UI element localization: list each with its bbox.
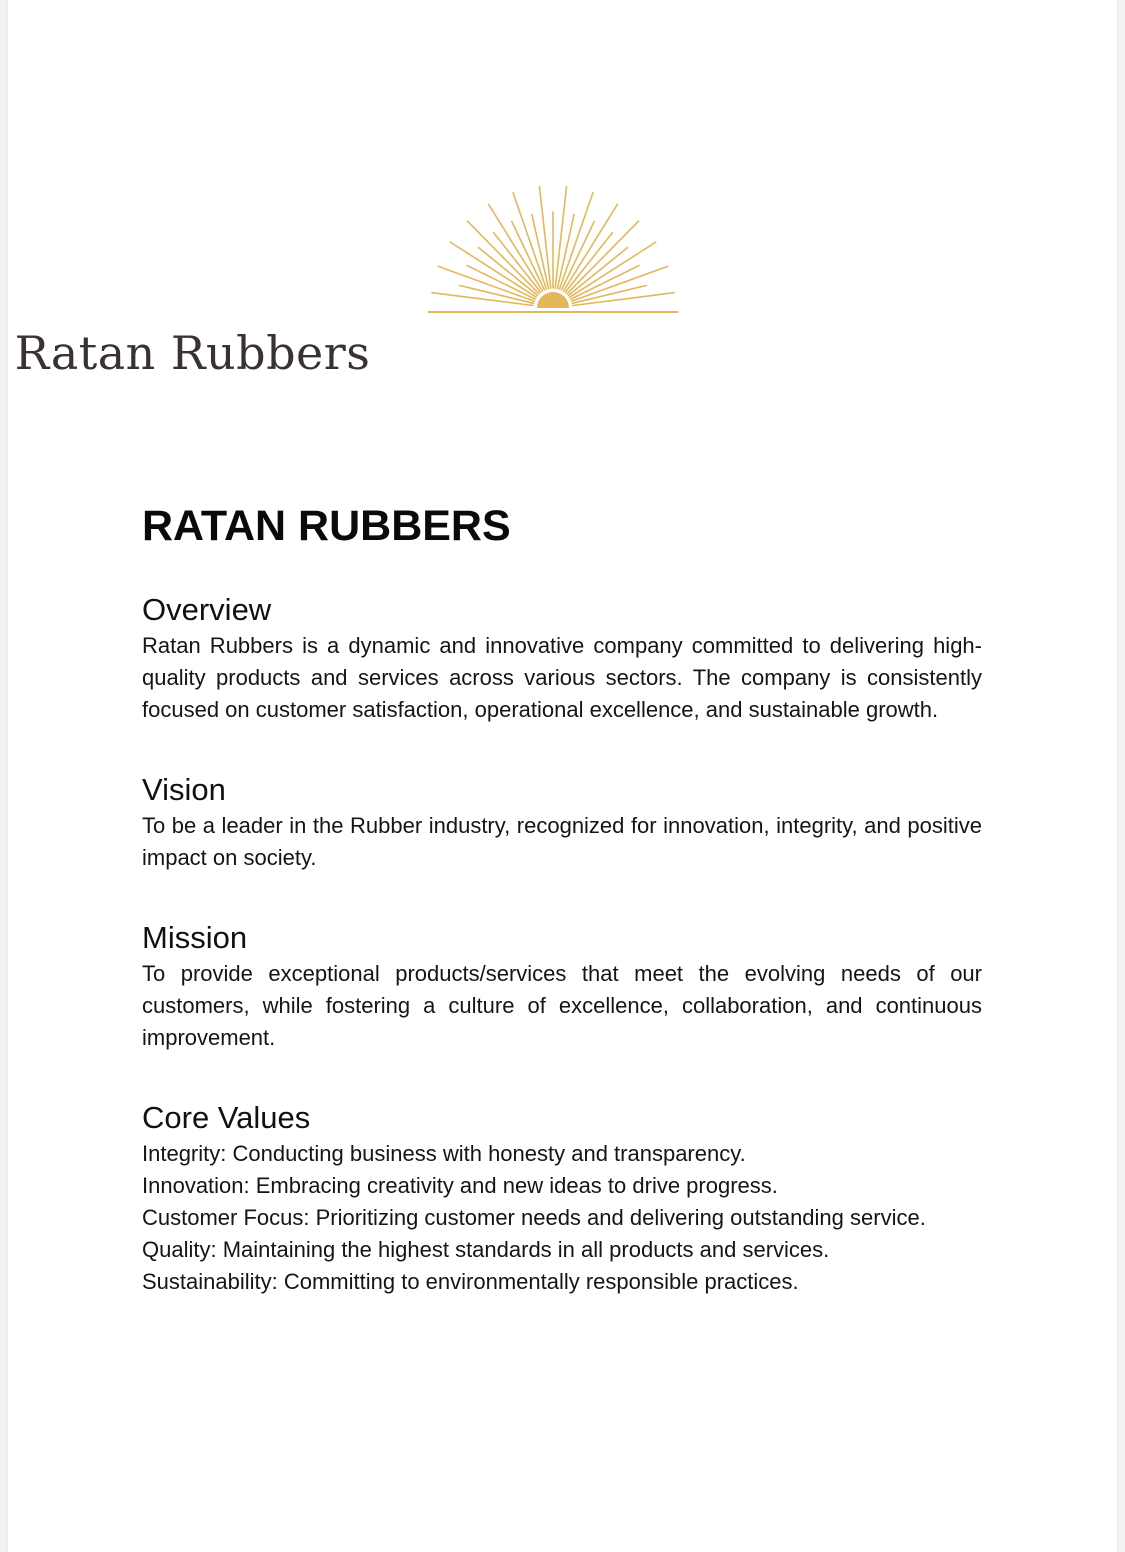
section-heading: Overview: [142, 592, 272, 627]
section-body: To be a leader in the Rubber industry, recognized for innovation, integrity, and positive impact on society.: [142, 813, 982, 870]
sunburst-ray: [571, 265, 639, 299]
section-heading: Mission: [142, 920, 248, 955]
sunburst-ray: [565, 233, 612, 293]
list-item: Integrity: Conducting business with honesty and transparency.: [142, 1141, 746, 1166]
section-body: To provide exceptional products/services that meet the evolving needs of our customers, while fostering a culture of excellence, collaboration, and continuous improvement.: [142, 961, 982, 1050]
section-core-values: [142, 1100, 982, 1298]
sunburst-icon: [418, 180, 688, 320]
document-page: [8, 0, 1117, 1552]
section-heading: Vision: [142, 772, 226, 807]
section-overview: [142, 592, 982, 726]
section-body: Ratan Rubbers is a dynamic and innovative company committed to delivering high-quality products and services across various sectors. The company is consistently focused on customer satisfaction, operational excellence, and sustainable growth.: [142, 633, 982, 722]
list-item: Quality: Maintaining the highest standards in all products and services.: [142, 1237, 830, 1262]
core-values-list: [142, 1138, 982, 1298]
section-mission: [142, 920, 982, 1054]
sunburst-ray: [478, 248, 537, 296]
sunburst-ray: [512, 221, 545, 290]
sunburst-ray: [467, 265, 535, 299]
list-item: Customer Focus: Prioritizing customer needs and delivering outstanding service.: [142, 1205, 926, 1230]
document-content: [142, 500, 982, 1344]
list-item: Sustainability: Committing to environmentally responsible practices.: [142, 1269, 799, 1294]
logo-wordmark: Ratan Rubbers: [14, 326, 371, 380]
list-item: Innovation: Embracing creativity and new ideas to drive progress.: [142, 1173, 778, 1198]
sunburst-ray: [562, 221, 595, 290]
sunburst-sun: [537, 292, 569, 308]
section-vision: [142, 772, 982, 874]
sunburst-ray: [494, 233, 541, 293]
sunburst-ray: [569, 248, 628, 296]
document-title: RATAN RUBBERS: [142, 502, 511, 550]
section-heading: Core Values: [142, 1100, 311, 1135]
